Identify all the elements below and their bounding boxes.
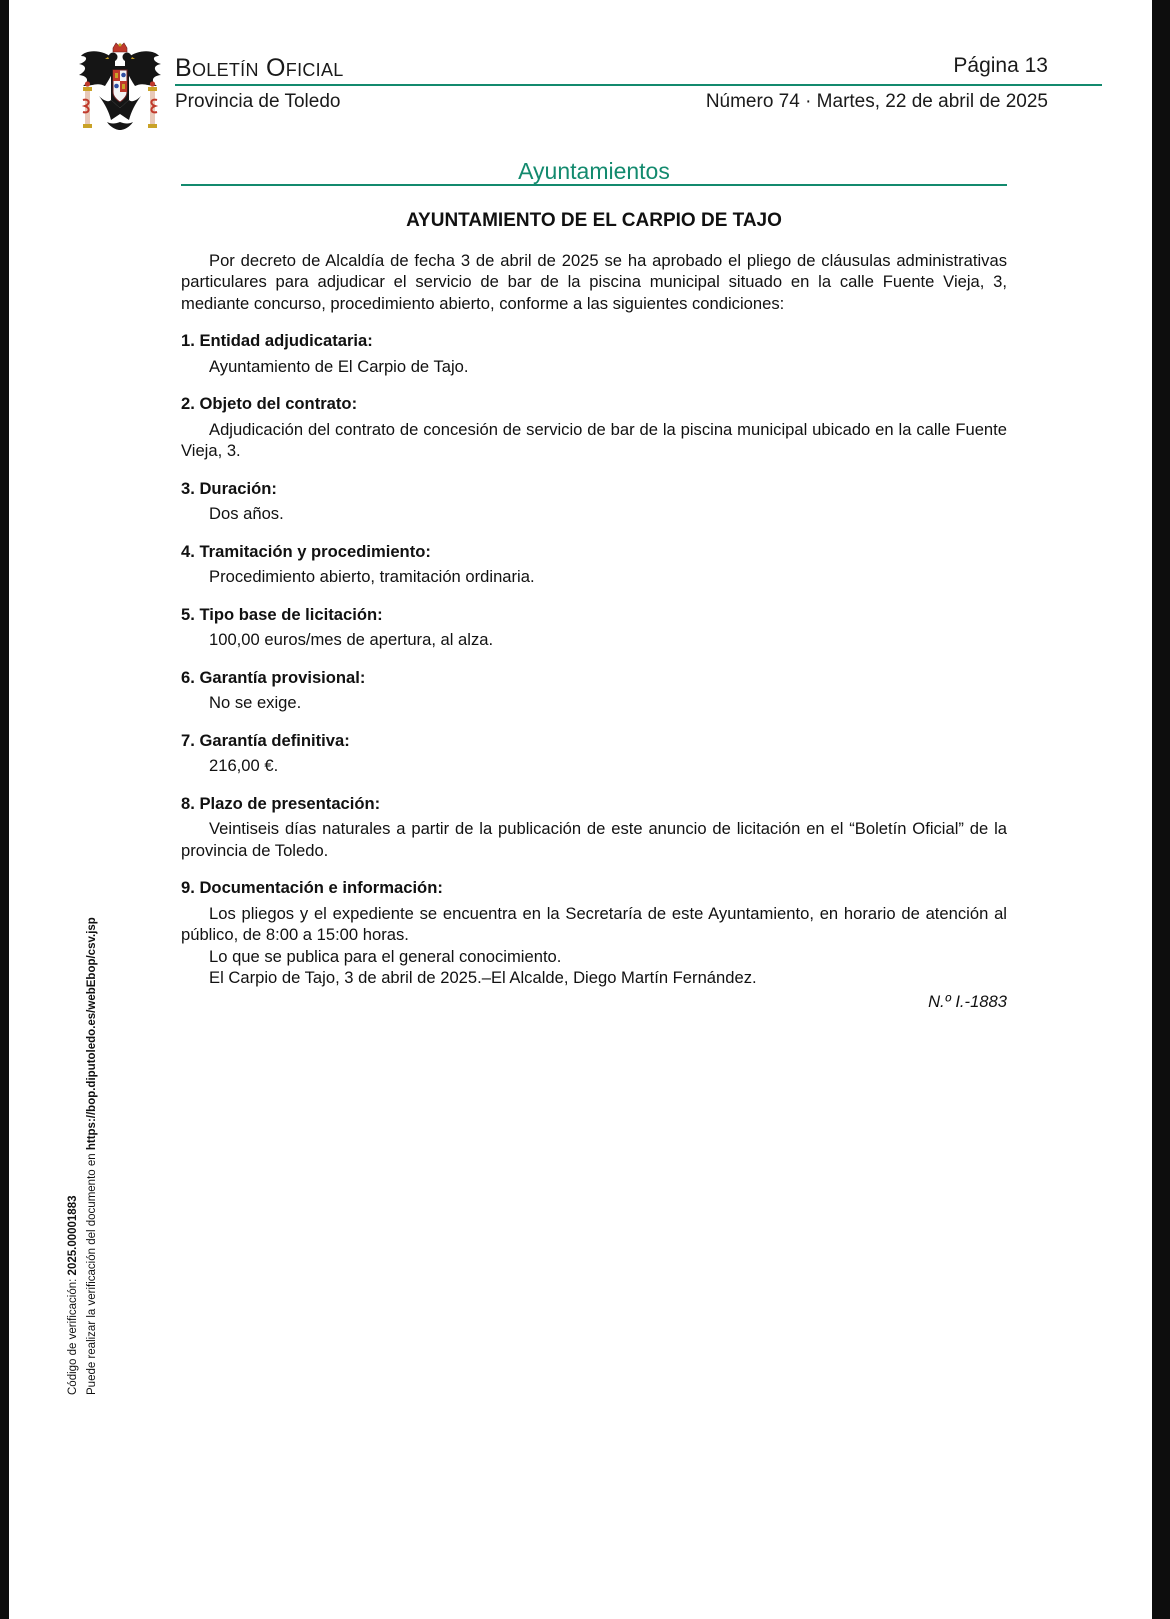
condition-item [181, 478, 1007, 525]
condition-text: No se exige. [209, 693, 302, 712]
condition-heading: 7. Garantía definitiva: [181, 730, 350, 750]
condition-heading: 2. Objeto del contrato: [181, 394, 358, 413]
condition-text: Ayuntamiento de El Carpio de Tajo. [209, 356, 469, 376]
condition-heading: 9. Documentación e información: [181, 878, 443, 897]
closing-text: Lo que se publica para el general conocimiento. [209, 946, 562, 966]
condition-item [181, 604, 1007, 651]
condition-item [181, 877, 1007, 1012]
condition-text: 100,00 euros/mes de apertura, al alza. [209, 630, 494, 649]
header-divider [175, 84, 1102, 86]
condition-item [181, 793, 1007, 862]
issue-number-date: Número 74 · Martes, 22 de abril de 2025 [705, 91, 1048, 112]
verification-sidebar [64, 917, 102, 1395]
condition-item [181, 541, 1007, 588]
verification-url-label: Puede realizar la verificación del documento en [86, 1150, 98, 1395]
condition-item [181, 393, 1007, 462]
condition-heading: 6. Garantía provisional: [181, 667, 366, 687]
page-number: Página 13 [953, 54, 1048, 77]
section-divider [181, 184, 1007, 186]
condition-text: Veintiseis días naturales a partir de la publicación de este anuncio de licitación en el “Boletín Oficial” de la provincia de Toledo. [181, 819, 1007, 860]
verification-code-line [64, 917, 83, 1395]
page [9, 0, 1152, 1619]
verification-code-label: Código de verificación: [67, 1275, 79, 1395]
condition-heading: 3. Duración: [181, 478, 277, 498]
verification-url[interactable]: https://bop.diputoledo.es/webEbop/csv.jsp [86, 917, 98, 1151]
verification-url-line [83, 917, 102, 1395]
condition-item [181, 330, 1007, 377]
signature-line: El Carpio de Tajo, 3 de abril de 2025.–El Alcalde, Diego Martín Fernández. [209, 968, 757, 987]
condition-heading: 1. Entidad adjudicataria: [181, 331, 373, 350]
condition-text: Dos años. [209, 504, 284, 523]
section-title: Ayuntamientos [518, 158, 670, 184]
condition-text: Los pliegos y el expediente se encuentra en la Secretaría de este Ayuntamiento, en horario de atención al público, de 8:00 a 15:00 horas. [181, 903, 1007, 944]
condition-item [181, 667, 1007, 714]
verification-code: 2025.00001883 [67, 1195, 79, 1276]
condition-item [181, 730, 1007, 777]
condition-text: Adjudicación del contrato de concesión de servicio de bar de la piscina municipal ubicado en la calle Fuente Vieja, 3. [181, 419, 1007, 460]
condition-text: Procedimiento abierto, tramitación ordinaria. [209, 567, 535, 586]
bulletin-title: Boletín Oficial [175, 54, 344, 82]
coat-of-arms-logo [75, 42, 165, 134]
entity-heading: AYUNTAMIENTO DE EL CARPIO DE TAJO [406, 210, 782, 231]
province-name: Provincia de Toledo [175, 91, 341, 112]
reference-number: N.º I.-1883 [928, 991, 1007, 1011]
condition-heading: 5. Tipo base de licitación: [181, 604, 383, 624]
intro-paragraph: Por decreto de Alcaldía de fecha 3 de abril de 2025 se ha aprobado el pliego de cláusulas administrativas particulares para adjudicar el servicio de bar de la piscina municipal situado en la calle Fuente Vieja, 3, mediante concurso, procedimiento abierto, conforme a las siguientes condiciones: [181, 250, 1007, 313]
condition-text: 216,00 €. [209, 756, 279, 775]
condition-heading: 4. Tramitación y procedimiento: [181, 541, 431, 561]
announcement-body [181, 210, 1007, 1012]
condition-heading: 8. Plazo de presentación: [181, 793, 381, 813]
viewer-border [1152, 0, 1170, 1619]
